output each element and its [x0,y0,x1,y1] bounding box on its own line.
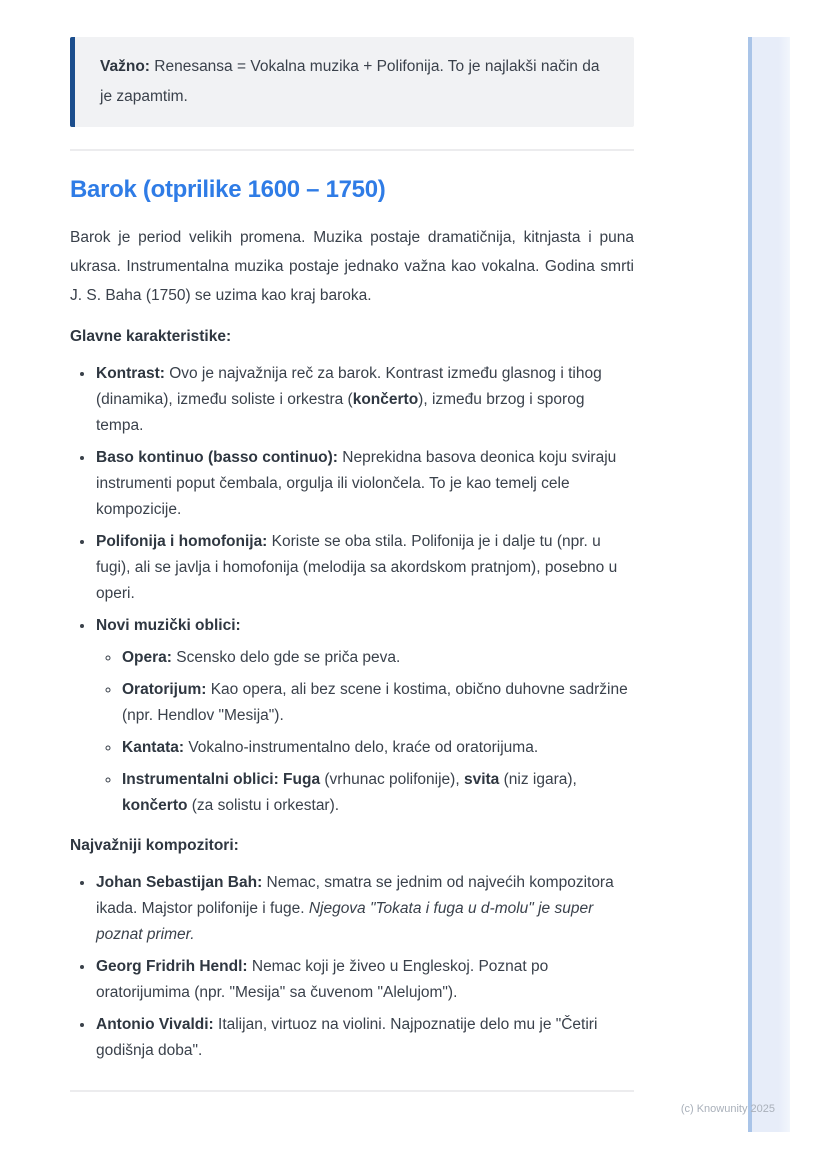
footer-credit: (c) Knowunity 2025 [680,1103,775,1115]
composers-heading: Najvažniji kompozitori: [70,837,239,854]
list-item: • Johan Sebastijan Bah: Nemac, smatra se jednim od najvećih kompozitora ikada. Majstor polifonije i fuge. Njegova "Tokata i fuga u d-molu" je super poznat primer. [95,870,634,948]
list-item: ◦ Instrumentalni oblici: Fuga (vrhunac polifonije), svita (niz igara), končerto (za solistu i orkestar). [121,767,634,819]
list-item: • Antonio Vivaldi: Italijan, virtuoz na violini. Najpoznatije delo mu je "Četiri godišnja doba". [95,1012,634,1064]
important-note-callout [70,37,634,127]
list-item: ◦ Oratorijum: Kao opera, ali bez scene i kostima, obično duhovne sadržine (npr. Hendlov "Mesija"). [121,677,634,729]
list-item: • Georg Fridrih Hendl: Nemac koji je živeo u Engleskoj. Poznat po oratorijumima (npr. "Mesija" sa čuvenom "Alelujom"). [95,954,634,1006]
list-item: • Baso kontinuo (basso continuo): Neprekidna basova deonica koju sviraju instrumenti poput čembala, orgulja ili violončela. To je kao temelj cele kompozicije. [95,445,634,523]
list-item: ◦ Opera: Scensko delo gde se priča peva. [121,645,634,671]
section-divider-top [70,149,634,151]
list-item: ◦ Kantata: Vokalno-instrumentalno delo, kraće od oratorijuma. [121,735,634,761]
callout-text: Važno: Renesansa = Vokalna muzika + Polifonija. To je najlakši način da je zapamtim. [100,58,600,105]
list-item [95,613,634,819]
list-item: • Polifonija i homofonija: Koriste se oba stila. Polifonija je i dalje tu (npr. u fugi), ali se javlja i homofonija (melodija sa akordskom pratnjom), posebno u operi. [95,529,634,607]
next-page-edge[interactable] [748,37,790,1132]
characteristics-heading: Glavne karakteristike: [70,328,232,345]
characteristics-list [70,361,634,819]
intro-paragraph: Barok je period velikih promena. Muzika postaje dramatičnija, kitnjasta i puna ukrasa. Instrumentalna muzika postaje jednako važna kao vokalna. Godina smrti J. S. Baha (1750) se uzima kao kraj baroka. [70,229,634,304]
music-forms-sublist [96,645,634,819]
section-divider-bottom [70,1090,634,1092]
composers-list [70,870,634,1064]
list-item-lead: Novi muzički oblici: [96,617,241,634]
list-item: • Kontrast: Ovo je najvažnija reč za barok. Kontrast između glasnog i tihog (dinamika), između soliste i orkestra (končerto), između brzog i sporog tempa. [95,361,634,439]
content-column [70,0,634,1092]
section-title: Barok (otprilike 1600 – 1750) [70,176,386,203]
